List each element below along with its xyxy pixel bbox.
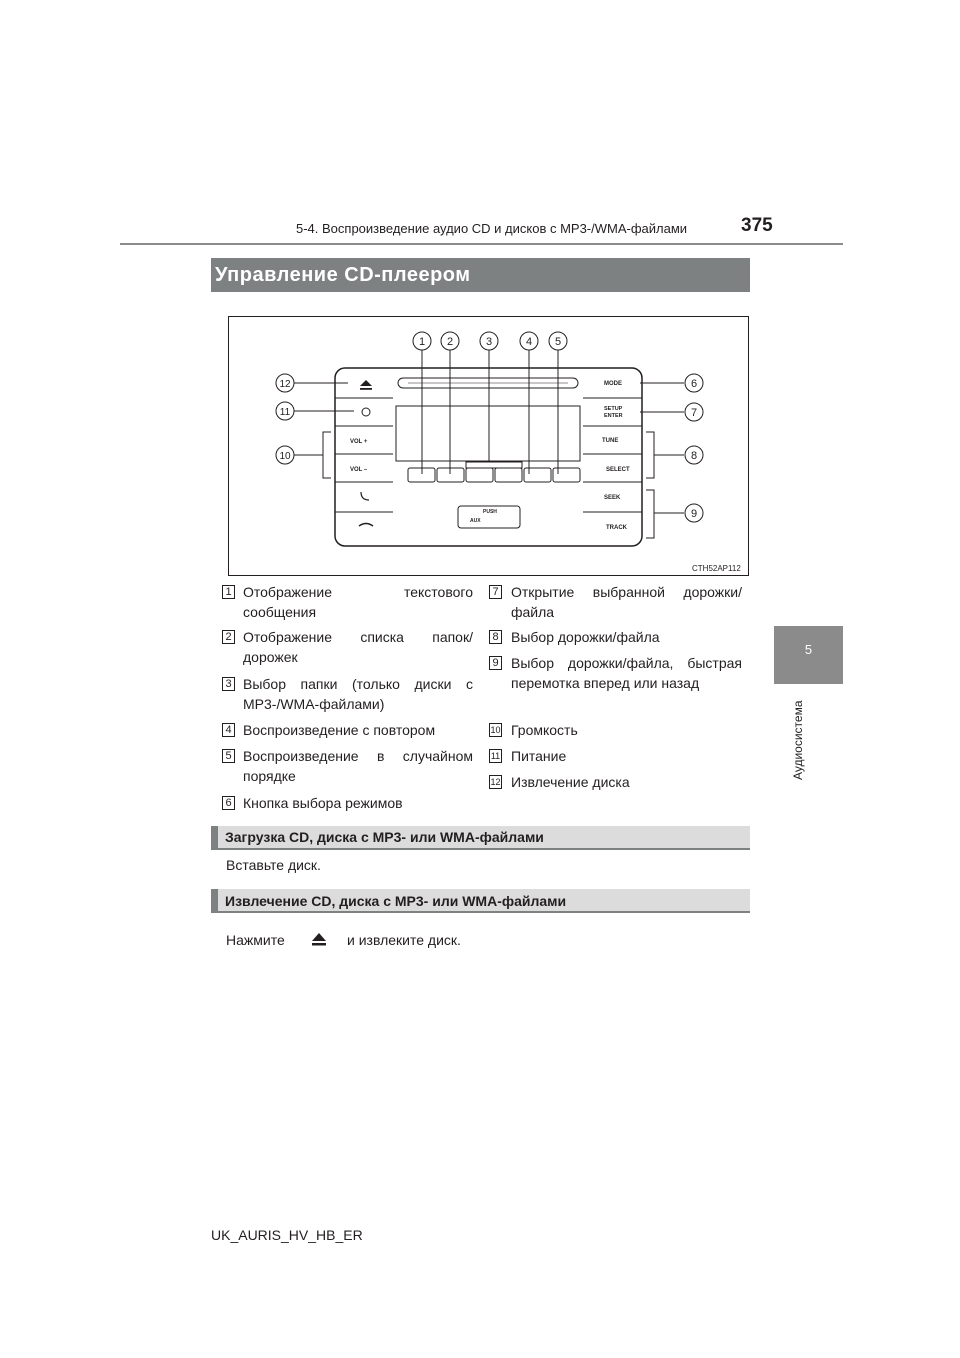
eject-icon <box>310 930 328 948</box>
legend-number: 9 <box>489 656 502 670</box>
callout-9: 9 <box>690 508 698 520</box>
chapter-number: 5 <box>804 642 813 657</box>
legend-text: Громкость <box>511 722 578 738</box>
callout-7: 7 <box>690 407 698 419</box>
section-body: Вставьте диск. <box>226 857 321 873</box>
section-bar-accent <box>211 826 218 850</box>
legend-number: 5 <box>222 749 235 763</box>
legend-text: Отображение текстового сообщения <box>243 584 473 620</box>
legend-number: 7 <box>489 585 502 599</box>
phone-on-icon <box>361 492 369 500</box>
section-body-after: и извлеките диск. <box>347 932 461 948</box>
vol-minus-label: VOL – <box>350 467 368 473</box>
callout-3: 3 <box>485 336 493 348</box>
callout-2: 2 <box>446 336 454 348</box>
legend-number: 1 <box>222 585 235 599</box>
select-label: SELECT <box>606 467 630 473</box>
callout-1: 1 <box>418 336 426 348</box>
figure-code: CTH52AP112 <box>692 564 741 573</box>
callout-4: 4 <box>525 336 533 348</box>
track-label: TRACK <box>606 525 627 531</box>
chapter-label: Аудиосистема <box>791 700 805 780</box>
legend-text: Открытие выбранной дорожки/ файла <box>511 584 742 620</box>
vol-plus-label: VOL + <box>350 439 368 445</box>
callout-12: 12 <box>279 379 291 390</box>
legend-text: Выбор дорожки/файла <box>511 629 660 645</box>
legend-number: 2 <box>222 630 235 644</box>
legend-number: 4 <box>222 723 235 737</box>
callout-11: 11 <box>279 407 291 418</box>
legend-number: 3 <box>222 677 235 691</box>
legend-text: Воспроизведение с повтором <box>243 722 436 738</box>
legend-number: 12 <box>490 777 501 787</box>
mode-label: MODE <box>604 381 622 387</box>
power-symbol-icon <box>362 408 370 416</box>
legend-number: 8 <box>489 630 502 644</box>
legend-text: Питание <box>511 748 567 764</box>
legend-text: Отображение списка папок/ дорожек <box>243 629 473 665</box>
preset-buttons <box>408 462 580 482</box>
display-screen <box>396 406 580 461</box>
eject-symbol-icon <box>360 380 372 386</box>
legend-text: Кнопка выбора режимов <box>243 795 403 811</box>
legend-number: 6 <box>222 796 235 810</box>
phone-off-icon <box>359 524 373 527</box>
legend-number: 11 <box>490 751 501 761</box>
section-bar-accent <box>211 889 218 913</box>
running-header: 5-4. Воспроизведение аудио CD и дисков с MP3-/WMA-файлами <box>296 221 688 236</box>
callout-5: 5 <box>554 336 562 348</box>
page-title: Управление CD-плеером <box>215 264 471 286</box>
setup-label: SETUP <box>604 406 623 412</box>
callout-6: 6 <box>690 378 698 390</box>
footer-code: UK_AURIS_HV_HB_ER <box>211 1227 363 1243</box>
callout-10: 10 <box>279 451 291 462</box>
section-body-before: Нажмите <box>226 932 285 948</box>
page-number: 375 <box>741 215 773 236</box>
section-heading: Извлечение CD, диска с MP3- или WMA-файлами <box>225 893 567 909</box>
legend-text: Извлечение диска <box>511 774 630 790</box>
cd-player-diagram <box>228 316 749 576</box>
legend-text: Воспроизведение в случайном порядке <box>243 748 473 784</box>
push-label: PUSH <box>483 509 497 515</box>
tune-label: TUNE <box>602 438 619 444</box>
legend-text: Выбор дорожки/файла, быстрая перемотка вперед или назад <box>511 655 742 691</box>
seek-label: SEEK <box>604 495 621 501</box>
legend-text: Выбор папки (только диски с MP3-/WMA-файлами) <box>243 676 473 712</box>
enter-label: ENTER <box>604 413 623 419</box>
section-heading: Загрузка CD, диска с MP3- или WMA-файлами <box>225 829 544 845</box>
legend-number: 10 <box>490 725 501 735</box>
aux-label: AUX <box>470 518 481 524</box>
header-rule <box>120 243 843 245</box>
callout-8: 8 <box>690 450 698 462</box>
